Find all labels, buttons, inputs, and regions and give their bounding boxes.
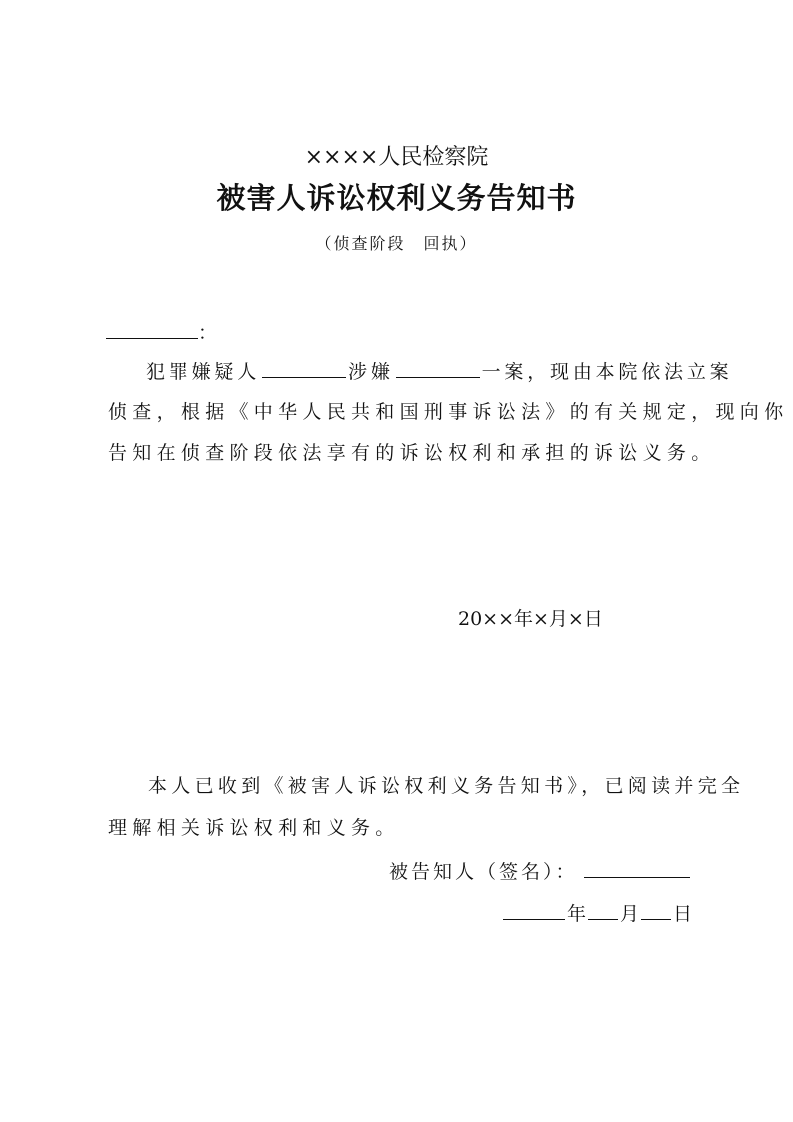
day-blank[interactable] bbox=[641, 899, 671, 920]
signature-label: 被告知人（签名）： bbox=[389, 861, 578, 883]
notice-line-2: 侦查，根据《中华人民共和国刑事诉讼法》的有关规定，现向你 bbox=[108, 401, 789, 423]
procuratorate-name: ××××人民检察院 bbox=[304, 145, 489, 170]
signature-row bbox=[389, 857, 692, 884]
notice-line-1 bbox=[146, 357, 732, 384]
month-label: 月 bbox=[620, 903, 640, 925]
addressee-line bbox=[106, 318, 222, 345]
signature-blank[interactable] bbox=[584, 857, 690, 878]
suspect-name-blank[interactable] bbox=[262, 357, 346, 378]
addressee-blank[interactable] bbox=[106, 318, 198, 339]
month-blank[interactable] bbox=[588, 899, 618, 920]
receipt-date-row bbox=[503, 899, 692, 926]
receipt-line-1: 本人已收到《被害人诉讼权利义务告知书》，已阅读并完全 bbox=[148, 775, 745, 797]
charge-label: 涉嫌 bbox=[348, 361, 394, 383]
charge-blank[interactable] bbox=[396, 357, 480, 378]
case-text: 一案，现由本院依法立案 bbox=[481, 361, 733, 383]
day-label: 日 bbox=[673, 903, 693, 925]
document-subtitle: （侦查阶段 回执） bbox=[315, 234, 478, 253]
receipt-line-2: 理解相关诉讼权利和义务。 bbox=[108, 817, 400, 839]
document-title: 被害人诉讼权利义务告知书 bbox=[216, 181, 577, 215]
year-blank[interactable] bbox=[503, 899, 565, 920]
notice-line-3: 告知在侦查阶段依法享有的诉讼权利和承担的诉讼义务。 bbox=[108, 442, 716, 464]
suspect-label: 犯罪嫌疑人 bbox=[146, 361, 261, 383]
issue-date: 20××年×月×日 bbox=[458, 608, 603, 630]
year-label: 年 bbox=[567, 903, 587, 925]
addressee-colon: ： bbox=[198, 322, 223, 344]
